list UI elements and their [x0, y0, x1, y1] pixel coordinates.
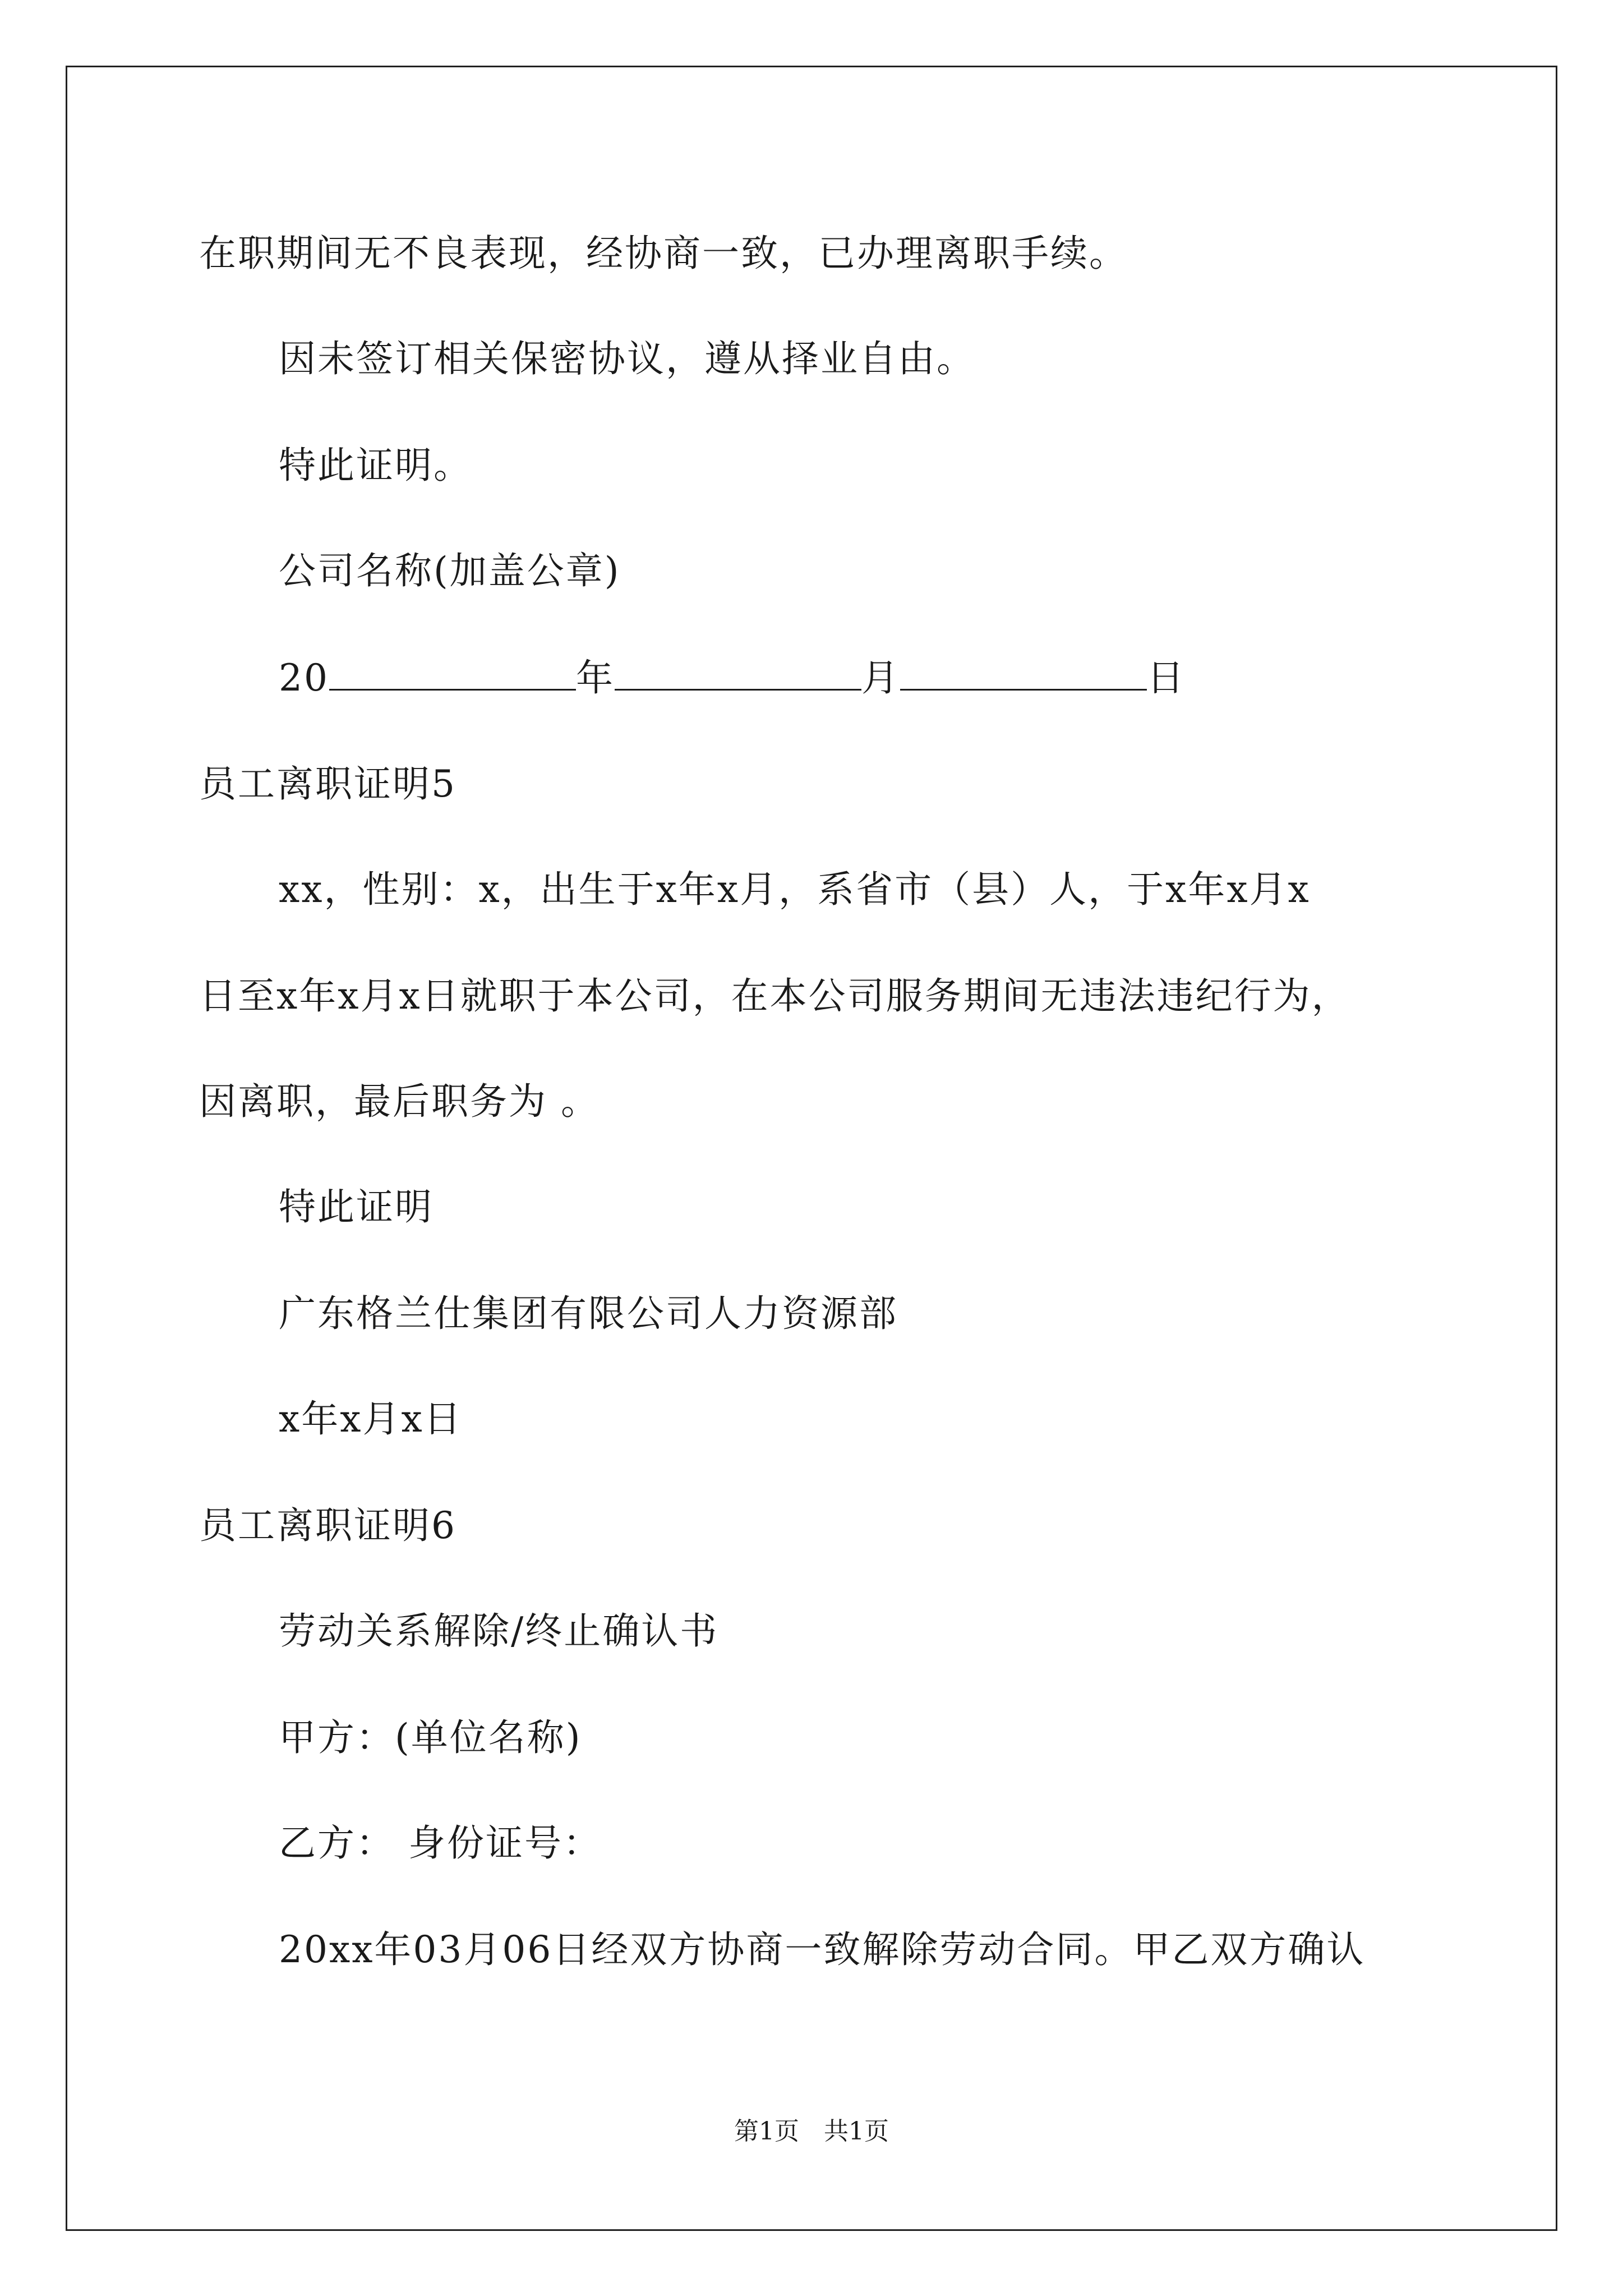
text-line: x年x月x日 [279, 1397, 463, 1441]
page-border [66, 66, 1557, 2231]
text-line: 日至x年x月x日就职于本公司，在本公司服务期间无违法违纪行为， [199, 974, 1350, 1018]
text-line: 特此证明。 [279, 444, 472, 487]
text-line: 劳动关系解除/终止确认书 [279, 1609, 719, 1653]
section-heading: 员工离职证明5 [199, 762, 457, 806]
date-line [279, 655, 1186, 701]
text-line: 甲方：(单位名称) [279, 1716, 582, 1759]
text-line: 乙方： 身份证号： [279, 1821, 602, 1865]
section-heading: 员工离职证明6 [199, 1504, 457, 1547]
blank-line [900, 655, 1147, 691]
text-line: 20xx年03月06日经双方协商一致解除劳动合同。甲乙双方确认 [279, 1928, 1366, 1971]
text-line: 广东格兰仕集团有限公司人力资源部 [279, 1292, 898, 1335]
date-day: 日 [1146, 656, 1186, 700]
date-month: 月 [861, 656, 900, 700]
text-line: 因未签订相关保密协议，遵从择业自由。 [279, 337, 975, 380]
blank-line [329, 655, 576, 691]
page-footer: 第1页 共1页 [734, 2117, 889, 2146]
text-line: xx，性别：x，出生于x年x月，系省市（县）人，于x年x月x [279, 868, 1311, 911]
text-line: 因离职，最后职务为 。 [199, 1080, 600, 1123]
text-line: 在职期间无不良表现，经协商一致，已办理离职手续。 [199, 232, 1128, 275]
text-line: 特此证明 [279, 1185, 434, 1228]
date-prefix: 20 [279, 656, 329, 700]
date-year: 年 [575, 656, 615, 700]
text-line: 公司名称(加盖公章) [279, 549, 621, 592]
blank-line [615, 655, 861, 691]
